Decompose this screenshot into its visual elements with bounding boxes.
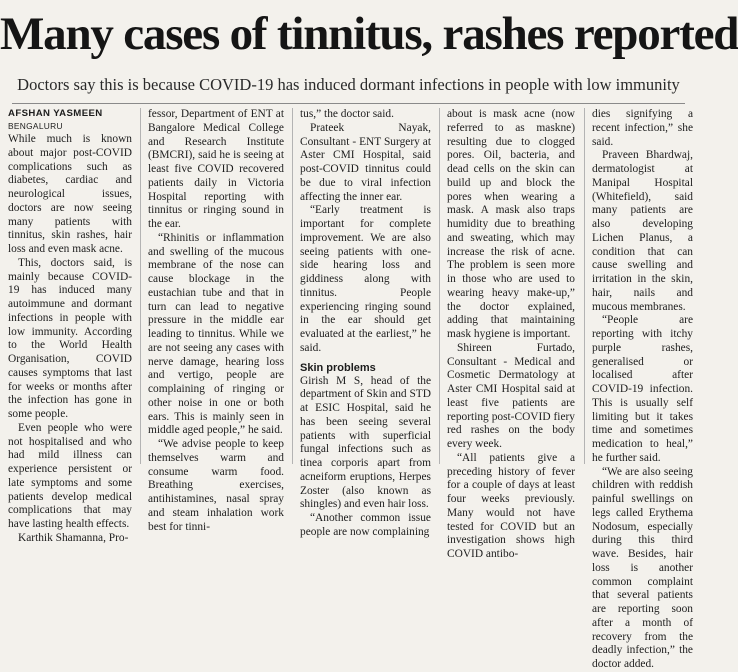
paragraph: tus,” the doctor said. [300,108,394,120]
paragraph: “We are also seeing children with reddish painful swellings on legs called Erythema Nodosum, especially during this third wave. Besides, hair loss is another common complaint that several patients are reporting soon after a month of recovery from the deadly infection,” the doctor added. [592,465,693,670]
paragraph: “Another common issue people are now complaining [300,512,431,538]
paragraph: Praveen Bhardwaj, dermatologist at Manipal Hospital (Whitefield), said many patients are also developing Lichen Planus, a condition that can cause swelling and irritation in the skin, hair, nails and mucous membranes. [592,149,693,313]
paragraph: “All patients give a preceding history of fever for a couple of days at least four weeks previously. Many would not have tested for COVID but an investigation shows high COVID antibo- [447,451,575,560]
paragraph: Karthik Shamanna, Pro- [18,531,129,544]
paragraph: Even people who were not hospitalised and who had mild illness can experience persistent or late symptoms and some patients develop medical complications that may have lasting health effects. [8,421,132,530]
paragraph: This, doctors said, is mainly because COVID-19 has induced many autoimmune and dormant infections in people with low immunity. According to the World Health Organisation, COVID causes symptoms that last for weeks or months after the infection has gone in some people. [8,256,132,420]
paragraph: about is mask acne (now referred to as maskne) resulting due to clogged pores. Oil, bacteria, and dead cells on the skin can build up and block the pores when wearing a mask. A mask also traps humidity due to breathing and sweating, which may increase the risk of acne. The problem is seen more in those who are used to wearing heavy make-up,” the doctor explained, adding that maintaining mask hygiene is important. [447,108,575,340]
headline: Many cases of tinnitus, rashes reported [0,8,738,60]
paragraph: fessor, Department of ENT at Bangalore Medical College and Research Institute (BMCRI), said he is seeing at least five COVID recovered patients daily in Victoria Hospital reporting with tinnitus or ringing sound in the ear. [148,108,284,230]
article-body [8,108,693,670]
paragraph: “People are reporting with itchy purple rashes, generalised or localised after COVID-19 infection. This is usually self limiting but it takes time and sometimes medication to heal,” he further said. [592,314,693,464]
dateline: BENGALURU [8,121,63,131]
column-3 [292,108,437,538]
column-5 [584,108,693,670]
header-divider [12,103,685,104]
paragraph: “Rhinitis or inflammation and swelling of the mucous membrane of the nose can cause blockage in the eustachian tube and that in turn can lead to negative pressure in the middle ear leading to tinnitus. While we are not seeing any cases with nerve damage, hearing loss and vertigo, people are complaining of ringing or other noise in one or both ears. This is mainly seen in middle aged people,” he said. [148,231,284,437]
column-4 [439,108,581,560]
byline: AFSHAN YASMEEN [8,108,103,119]
paragraph: “We advise people to keep themselves warm and consume warm food. Breathing exercises, antihistamines, nasal spray and steam inhalation work best for tinni- [148,438,284,533]
column-2 [140,108,290,533]
paragraph: Girish M S, head of the department of Skin and STD at ESIC Hospital, said he has been seeing several patients with superficial fungal infections such as tinea corporis apart from acneiform eruptions, Herpes Zoster (also known as shingles) and even hair loss. [300,374,431,511]
paragraph: dies signifying a recent infection,” she said. [592,108,693,148]
paragraph: “Early treatment is important for complete improvement. We are also seeing patients with one-side hearing loss and giddiness along with tinnitus. People experiencing ringing sound in the ear should get evaluated at the earliest,” he said. [300,204,431,354]
paragraph: Prateek Nayak, Consultant - ENT Surgery at Aster CMI Hospital, said post-COVID tinnitus could be due to viral infection affecting the inner ear. [300,121,431,203]
column-1 [8,108,138,544]
paragraph: While much is known about major post-COVID complications such as diabetes, cardiac and neurological issues, doctors are now seeing many patients with tinnitus, skin rashes, hair loss and even mask acne. [8,133,132,255]
subheadline: Doctors say this is because COVID-19 has induced dormant infections in people with low immunity [17,75,680,94]
paragraph: Shireen Furtado, Consultant - Medical and Cosmetic Dermatology at Aster CMI Hospital said at least five patients are reporting post-COVID fiery red rashes on the body every week. [447,341,575,450]
section-subheading: Skin problems [300,361,376,374]
